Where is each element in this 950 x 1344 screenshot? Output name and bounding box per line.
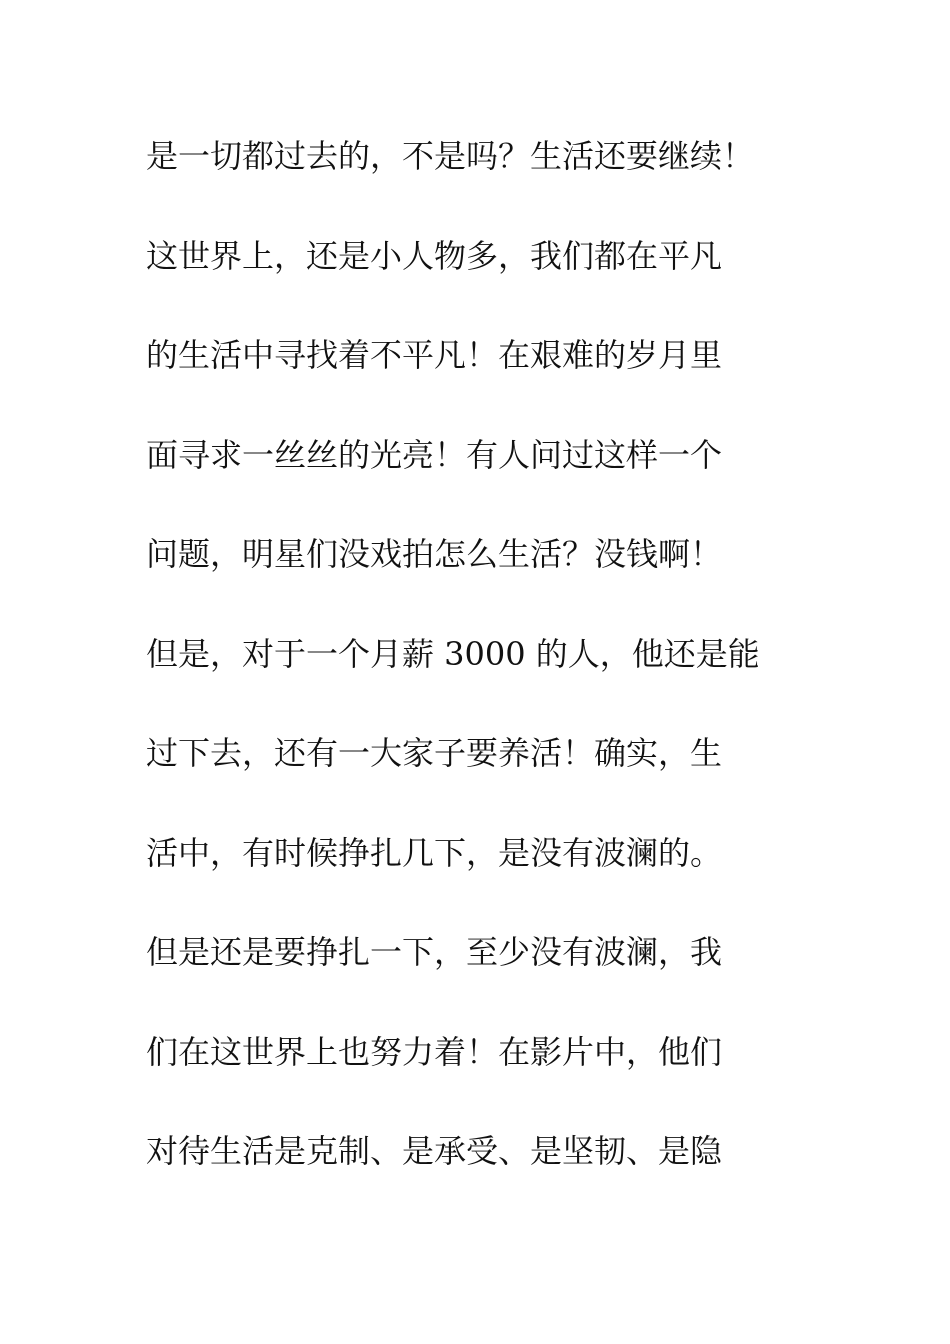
text-line: 是一切都过去的，不是吗？生活还要继续！	[146, 137, 755, 175]
body-text	[146, 125, 806, 1220]
text-line: 但是还是要挣扎一下，至少没有波澜，我	[146, 933, 723, 971]
text-line: 问题，明星们没戏拍怎么生活？没钱啊！	[146, 535, 723, 573]
text-line: 活中，有时候挣扎几下，是没有波澜的。	[146, 833, 723, 872]
text-line: 这世界上，还是小人物多，我们都在平凡	[146, 236, 723, 275]
text-line: 对待生活是克制、是承受、是坚韧、是隐	[146, 1132, 723, 1170]
text-line: 的生活中寻找着不平凡！在艰难的岁月里	[146, 336, 723, 374]
text-line: 们在这世界上也努力着！在影片中，他们	[146, 1032, 723, 1071]
text-line: 但是，对于一个月薪 3000 的人，他还是能	[146, 634, 760, 673]
text-line: 面寻求一丝丝的光亮！有人问过这样一个	[146, 435, 723, 474]
text-line: 过下去，还有一大家子要养活！确实，生	[146, 734, 723, 772]
